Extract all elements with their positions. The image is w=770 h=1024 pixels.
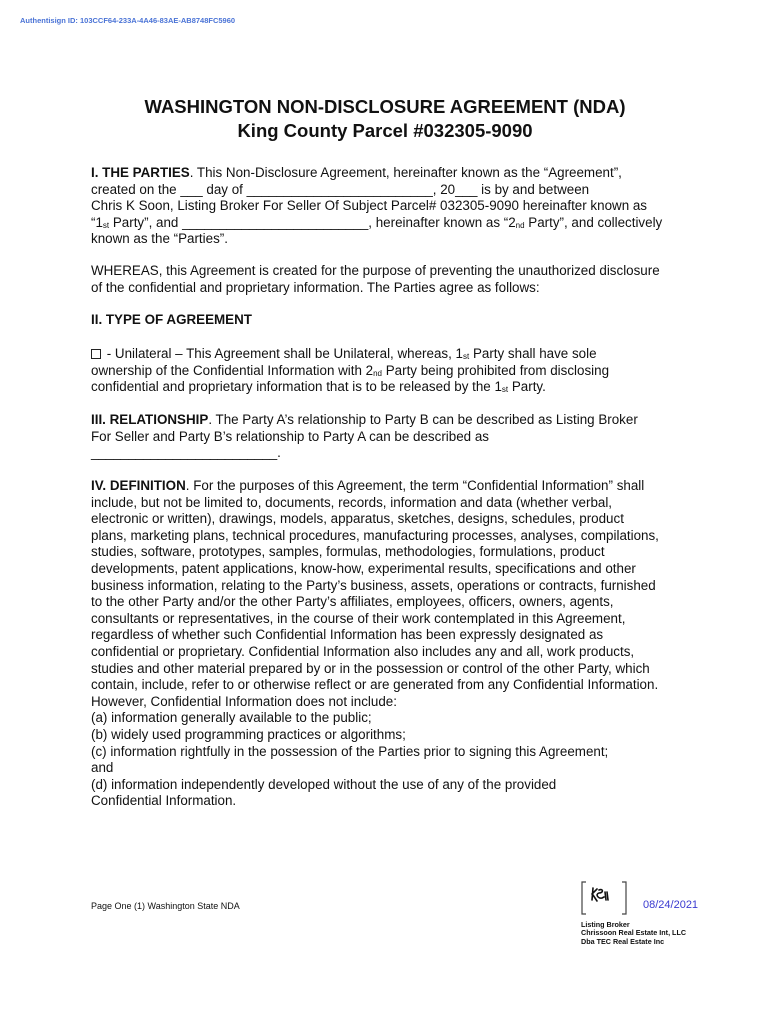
relationship-line-3: _________________________.: [91, 445, 281, 461]
type-line-1: - Unilateral – This Agreement shall be Unilateral, whereas, $1_{st}$ Party shall have sole: [91, 346, 691, 363]
parties-line-1: . This Non-Disclosure Agreement, hereinafter known as the “Agreement”,: [189, 165, 622, 180]
definition-line: to the other Party and/or the other Party’s affiliates, employees, officers, owners, agents,: [91, 594, 614, 610]
section-relationship: [91, 412, 691, 462]
whereas-line-2: of the confidential and proprietary information. The Parties agree as follows:: [91, 279, 540, 295]
definition-line: developments, patent applications, know-how, experimental results, specifications and other: [91, 560, 636, 576]
signer-title: Listing Broker: [581, 920, 630, 929]
definition-line: studies, software, prototypes, samples, formulas, methodologies, formulations, product: [91, 544, 605, 560]
type-paragraph: [91, 346, 691, 396]
unilateral-checkbox[interactable]: [91, 349, 101, 359]
relationship-line-2: For Seller and Party B’s relationship to Party A can be described as: [91, 428, 489, 444]
definition-line: (b) widely used programming practices or algorithms;: [91, 726, 406, 742]
signer-dba: Dba TEC Real Estate Inc: [581, 936, 665, 946]
section-type: [91, 312, 691, 329]
definition-heading: IV. DEFINITION: [91, 478, 186, 493]
definition-line: confidential or proprietary. Confidential Information also includes any and all, work products,: [91, 643, 635, 659]
type-heading: II. TYPE OF AGREEMENT: [91, 312, 252, 327]
definition-line: and: [91, 760, 114, 776]
type-line-2: ownership of the Confidential Information with $2_{nd}$ Party being prohibited from disclosing: [91, 362, 610, 378]
definition-line: However, Confidential Information does not include:: [91, 693, 397, 709]
document-subtitle: King County Parcel #032305-9090: [237, 120, 533, 141]
definition-line: Confidential Information.: [91, 793, 237, 809]
whereas-line-1: WHEREAS, this Agreement is created for the purpose of preventing the unauthorized disclosure: [91, 263, 660, 278]
definition-line: consultants or representatives, in the course of their work contemplated in this Agreement,: [91, 610, 626, 626]
parties-line-5: known as the “Parties”.: [91, 231, 228, 247]
signer-company: Chrissoon Real Estate Int, LLC: [581, 928, 687, 938]
signer-info: [581, 921, 686, 946]
signature-date: 08/24/2021: [643, 899, 699, 911]
relationship-line-1: . The Party A’s relationship to Party B can be described as Listing Broker: [208, 412, 638, 427]
definition-line: (d) information independently developed without the use of any of the provided: [91, 776, 557, 792]
parties-heading: I. THE PARTIES: [91, 165, 190, 180]
authentisign-id: Authentisign ID: 103CCF64-233A-4A46-83AE-AB8748FC5960: [20, 16, 236, 25]
definition-line: studies and other material prepared by or in the possession or control of the other Party, which: [91, 660, 650, 676]
definition-line: business information, relating to the Party’s business, assets, operations or contracts, furnished: [91, 577, 656, 593]
definition-line: include, but not be limited to, documents, records, information and data (whether verbal,: [91, 494, 613, 510]
parties-line-2: created on the ___ day of _________________________, 20___ is by and between: [91, 181, 590, 197]
initials-signature-graphic: [580, 880, 628, 916]
parties-line-3: Chris K Soon, Listing Broker For Seller Of Subject Parcel# 032305-9090 hereinafter known as: [91, 198, 648, 214]
definition-line: regardless of whether such Confidential Information has been expressly designated as: [91, 627, 604, 643]
definition-line: (c) information rightfully in the possession of the Parties prior to signing this Agreement;: [91, 743, 609, 759]
document-title: WASHINGTON NON-DISCLOSURE AGREEMENT (NDA): [144, 96, 626, 117]
type-line-3: confidential and proprietary information that is to be released by the $1_{st}$ Party.: [91, 379, 546, 395]
parties-line-4: “$1_{st}$ Party”, and _________________________, hereinafter known as “$2_{nd}$ Party”, and collectively: [91, 214, 663, 230]
definition-line: contain, include, refer to or otherwise reflect or are generated from any Confidential Information.: [91, 677, 659, 693]
section-parties: [91, 165, 691, 248]
page-footer-label: Page One (1) Washington State NDA: [91, 901, 240, 911]
whereas-paragraph: [91, 263, 691, 296]
definition-line: plans, marketing plans, technical procedures, manufacturing processes, analyses, compilations,: [91, 527, 659, 543]
initials-signature: [580, 880, 628, 916]
definition-line: (a) information generally available to the public;: [91, 710, 372, 726]
definition-line: electronic or written), drawings, models, apparatus, sketches, designs, schedules, product: [91, 511, 624, 527]
definition-line-1: . For the purposes of this Agreement, the term “Confidential Information” shall: [185, 478, 645, 493]
relationship-heading: III. RELATIONSHIP: [91, 412, 209, 427]
section-definition: [91, 478, 691, 810]
